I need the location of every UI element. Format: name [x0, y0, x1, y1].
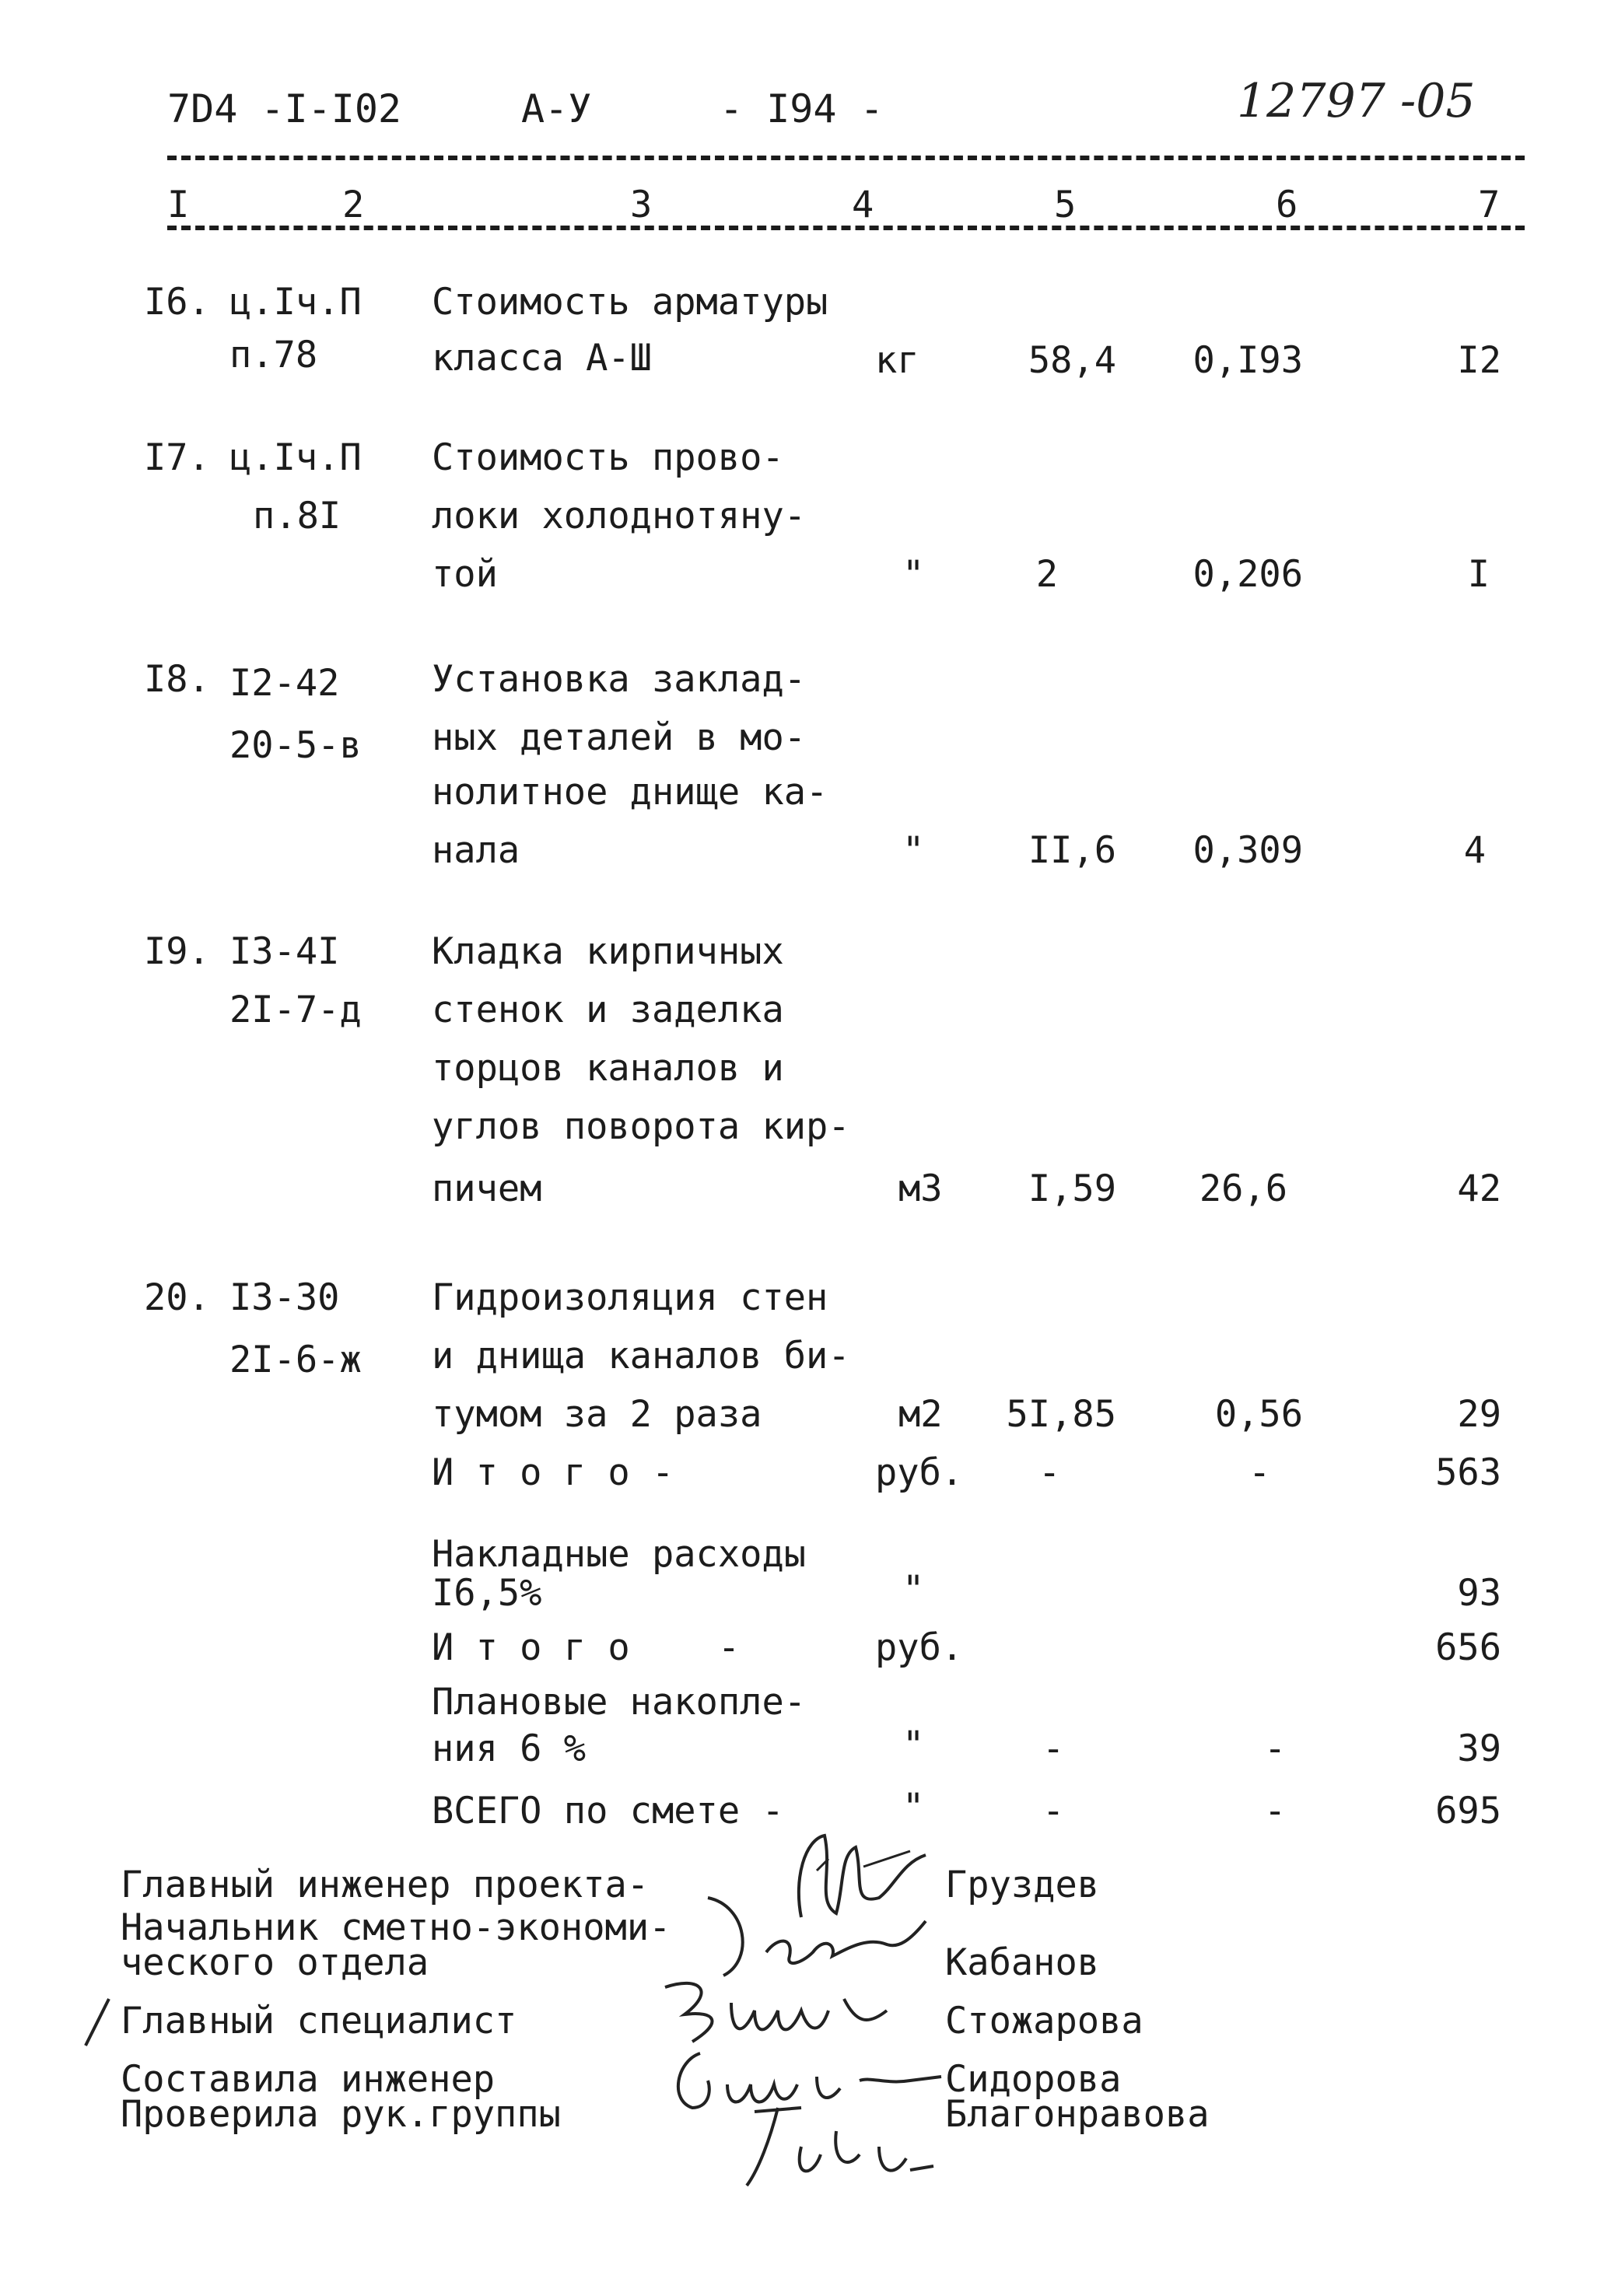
col-num-6: 6	[1276, 184, 1298, 226]
row-19-code-line1: I3-4I	[229, 930, 340, 973]
row-19-desc-line2: стенок и заделка	[432, 989, 784, 1031]
handwritten-signature-5	[685, 2100, 949, 2193]
row-20-code-line2: 2I-6-ж	[229, 1339, 362, 1381]
overhead-label-line2: I6,5%	[432, 1572, 542, 1615]
row-19-desc-line1: Кладка кирпичных	[432, 930, 784, 973]
row-20-price: 0,56	[1214, 1393, 1303, 1436]
row-17-qty: 2	[1035, 553, 1058, 596]
subtotal-label: И т о г о -	[432, 1451, 674, 1494]
row-18-qty: II,6	[1028, 829, 1116, 872]
row-19-desc-line4: углов поворота кир-	[432, 1105, 850, 1148]
row-16-number: I6.	[144, 281, 210, 324]
subtotal-price: -	[1249, 1451, 1271, 1494]
row-18-unit: "	[902, 829, 925, 872]
col-num-7: 7	[1478, 184, 1501, 226]
row-16-desc-line1: Стоимость арматуры	[432, 281, 828, 324]
document-code: 7D4 -I-I02	[167, 86, 402, 131]
row-19-qty: I,59	[1028, 1167, 1116, 1210]
page-number: - I94 -	[720, 86, 884, 131]
savings-unit: "	[902, 1724, 925, 1766]
grand-total-label: ВСЕГО по смете -	[432, 1790, 784, 1832]
total-label: И т о г о -	[432, 1626, 741, 1669]
row-16-code-line2: п.78	[229, 334, 318, 376]
row-19-unit: м3	[898, 1167, 943, 1210]
row-18-desc-line1: Установка заклад-	[432, 658, 807, 701]
grand-total-total: 695	[1435, 1790, 1501, 1832]
row-17-number: I7.	[144, 436, 210, 479]
subtotal-unit: руб.	[875, 1451, 964, 1494]
row-16-total: I2	[1457, 339, 1501, 382]
row-18-price: 0,309	[1192, 829, 1303, 872]
row-20-unit: м2	[898, 1393, 943, 1436]
savings-total: 39	[1457, 1727, 1501, 1770]
row-20-desc-line2: и днища каналов би-	[432, 1335, 850, 1377]
row-20-number: 20.	[144, 1276, 210, 1319]
signer-name-chief-engineer: Груздев	[945, 1864, 1100, 1906]
row-17-code-line1: ц.Iч.П	[229, 436, 362, 479]
row-20-qty: 5I,85	[1006, 1393, 1116, 1436]
row-19-desc-line3: торцов каналов и	[432, 1047, 784, 1090]
row-18-desc-line4: нала	[432, 829, 520, 872]
col-num-2: 2	[342, 184, 365, 226]
savings-label-line2: ния 6 %	[432, 1727, 587, 1770]
row-18-total: 4	[1463, 829, 1486, 872]
grand-total-qty: -	[1042, 1790, 1065, 1832]
signer-name-chief-specialist: Стожарова	[945, 2000, 1143, 2042]
row-20-total: 29	[1457, 1393, 1501, 1436]
row-16-qty: 58,4	[1028, 339, 1116, 382]
grand-total-unit: "	[902, 1786, 925, 1829]
row-16-price: 0,I93	[1192, 339, 1303, 382]
signer-role-compiled-by: Составила инженер	[121, 2058, 496, 2101]
total-unit: руб.	[875, 1626, 964, 1669]
savings-price: -	[1264, 1727, 1287, 1770]
row-16-desc-line2: класса А-Ш	[432, 337, 652, 380]
row-17-code-line2: п.8I	[253, 495, 341, 537]
row-17-unit: "	[902, 553, 925, 596]
total-total: 656	[1435, 1626, 1501, 1669]
row-18-number: I8.	[144, 658, 210, 701]
row-17-total: I	[1467, 553, 1490, 596]
savings-qty: -	[1042, 1727, 1065, 1770]
row-16-code-line1: ц.Iч.П	[229, 281, 362, 324]
col-num-1: I	[167, 184, 190, 226]
row-19-price: 26,6	[1199, 1167, 1287, 1210]
row-20-desc-line3: тумом за 2 раза	[432, 1393, 762, 1436]
subtotal-total: 563	[1435, 1451, 1501, 1494]
signer-role-chief-engineer: Главный инженер проекта-	[121, 1864, 650, 1906]
subtotal-qty: -	[1038, 1451, 1061, 1494]
col-num-4: 4	[852, 184, 874, 226]
row-18-code-line1: I2-42	[229, 662, 340, 705]
signer-name-checked-by: Благонравова	[945, 2093, 1210, 2136]
overhead-label-line1: Накладные расходы	[432, 1533, 807, 1576]
signer-role-checked-by: Проверила рук.группы	[121, 2093, 561, 2136]
row-17-desc-line2: локи холоднотяну-	[432, 495, 807, 537]
album-code: А-У	[521, 86, 592, 131]
row-17-desc-line1: Стоимость прово-	[432, 436, 784, 479]
header-rule-top	[167, 156, 1525, 160]
signer-role-department-head-line2: ческого отдела	[121, 1941, 429, 1984]
header-rule-bottom	[167, 226, 1525, 230]
overhead-unit: "	[902, 1568, 925, 1611]
savings-label-line1: Плановые накопле-	[432, 1681, 807, 1724]
row-19-total: 42	[1457, 1167, 1501, 1210]
overhead-total: 93	[1457, 1572, 1501, 1615]
row-20-code-line1: I3-30	[229, 1276, 340, 1319]
row-18-code-line2: 20-5-в	[229, 724, 362, 767]
margin-tick-mark	[78, 1995, 117, 2049]
col-num-3: 3	[630, 184, 653, 226]
row-19-desc-line5: пичем	[432, 1167, 542, 1210]
signer-role-department-head-line1: Начальник сметно-экономи-	[121, 1906, 671, 1949]
grand-total-price: -	[1264, 1790, 1287, 1832]
row-18-desc-line2: ных деталей в мо-	[432, 716, 807, 759]
archive-number: 12797 -05	[1237, 74, 1476, 128]
signer-name-compiled-by: Сидорова	[945, 2058, 1122, 2101]
row-16-unit: кг	[875, 339, 919, 382]
col-num-5: 5	[1054, 184, 1077, 226]
row-18-desc-line3: нолитное днище ка-	[432, 771, 828, 814]
row-17-price: 0,206	[1192, 553, 1303, 596]
signer-role-chief-specialist: Главный специалист	[121, 2000, 517, 2042]
row-17-desc-line3: той	[432, 553, 498, 596]
row-19-code-line2: 2I-7-д	[229, 989, 362, 1031]
signer-name-department-head: Кабанов	[945, 1941, 1100, 1984]
row-20-desc-line1: Гидроизоляция стен	[432, 1276, 828, 1319]
row-19-number: I9.	[144, 930, 210, 973]
